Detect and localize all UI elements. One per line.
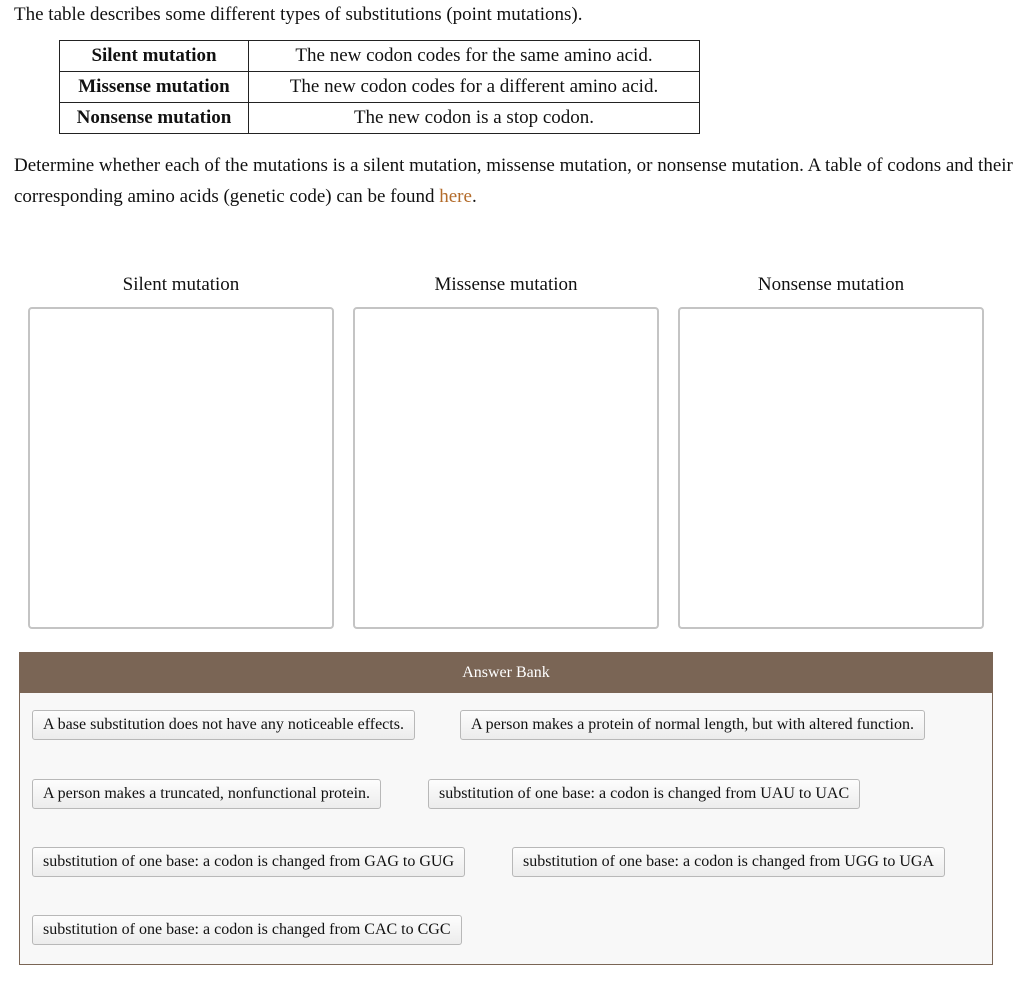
mutation-types-table [59, 40, 700, 134]
answer-chip[interactable]: A person makes a protein of normal length, but with altered function. [460, 710, 925, 740]
table-row [60, 41, 700, 72]
answer-chip[interactable]: substitution of one base: a codon is changed from UAU to UAC [428, 779, 860, 809]
intro-text: The table describes some different types of substitutions (point mutations). [14, 4, 583, 25]
bin-label-silent: Silent mutation [122, 274, 240, 295]
answer-bank-title: Answer Bank [20, 653, 992, 693]
table-row [60, 72, 700, 103]
description-cell: The new codon codes for the same amino acid. [249, 41, 700, 72]
answer-bank [19, 652, 993, 965]
instructions-trailing: . [471, 186, 477, 207]
type-cell: Silent mutation [60, 41, 249, 72]
answer-chip[interactable]: A base substitution does not have any noticeable effects. [32, 710, 415, 740]
table-row [60, 103, 700, 134]
instructions [14, 150, 1014, 212]
drop-zone-nonsense[interactable] [678, 307, 984, 629]
drop-zone-silent[interactable] [28, 307, 334, 629]
answer-chip[interactable]: substitution of one base: a codon is changed from UGG to UGA [512, 847, 945, 877]
description-cell: The new codon codes for a different amino acid. [249, 72, 700, 103]
description-cell: The new codon is a stop codon. [249, 103, 700, 134]
answer-chip[interactable]: A person makes a truncated, nonfunctional protein. [32, 779, 381, 809]
type-cell: Nonsense mutation [60, 103, 249, 134]
instructions-text: Determine whether each of the mutations is a silent mutation, missense mutation, or nonsense mutation. A table of codons and their corresponding amino acids (genetic code) can be found [14, 155, 1013, 207]
genetic-code-link[interactable]: here [439, 186, 472, 207]
answer-chip[interactable]: substitution of one base: a codon is changed from CAC to CGC [32, 915, 462, 945]
answer-chip[interactable]: substitution of one base: a codon is changed from GAG to GUG [32, 847, 465, 877]
bin-label-nonsense: Nonsense mutation [757, 274, 905, 295]
bin-label-missense: Missense mutation [434, 274, 578, 295]
type-cell: Missense mutation [60, 72, 249, 103]
drop-zone-missense[interactable] [353, 307, 659, 629]
